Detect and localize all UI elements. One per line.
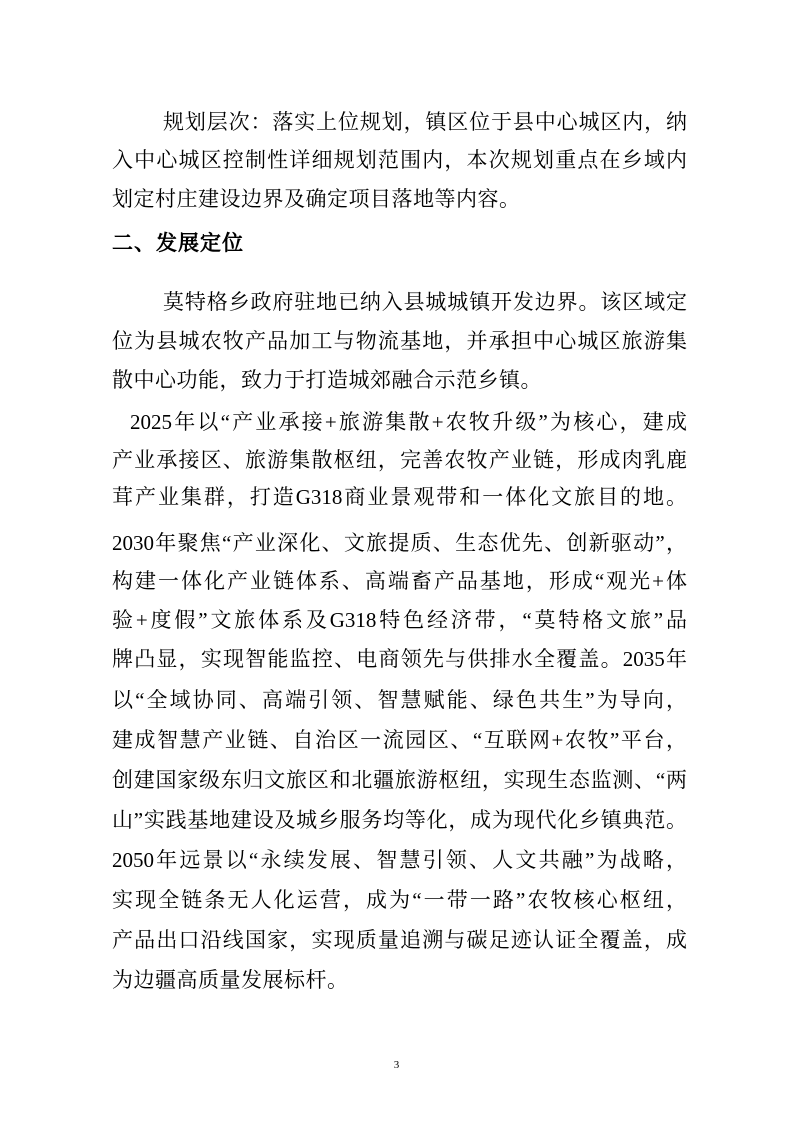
body-line: 2050年远景以“永续发展、智慧引领、人文共融”为战略， [112, 848, 687, 872]
body-line: 入中心城区控制性详细规划范围内，本次规划重点在乡域内 [112, 148, 687, 172]
body-line: 牌凸显，实现智能监控、电商领先与供排水全覆盖。2035年 [112, 647, 687, 671]
body-line: 构建一体化产业链体系、高端畜产品基地，形成“观光+体 [112, 569, 687, 593]
body-line: 创建国家级东归文旅区和北疆旅游枢纽，实现生态监测、“两 [112, 768, 687, 792]
body-line: 散中心功能，致力于打造城郊融合示范乡镇。 [112, 368, 542, 392]
body-line: 2025年以“产业承接+旅游集散+农牧升级”为核心，建成 [130, 410, 687, 434]
body-line: 2030年聚焦“产业深化、文旅提质、生态优先、创新驱动”， [112, 531, 687, 555]
body-line: 茸产业集群，打造G318商业景观带和一体化文旅目的地。 [112, 485, 687, 509]
body-line: 划定村庄建设边界及确定项目落地等内容。 [112, 187, 521, 211]
page-number: 3 [393, 1059, 400, 1071]
body-line: 为边疆高质量发展标杆。 [112, 968, 349, 992]
body-line: 规划层次：落实上位规划，镇区位于县中心城区内，纳 [163, 110, 687, 134]
body-line: 产业承接区、旅游集散枢纽，完善农牧产业链，形成肉乳鹿 [112, 448, 687, 472]
body-line: 莫特格乡政府驻地已纳入县城城镇开发边界。该区域定 [163, 290, 687, 314]
body-line: 验+度假”文旅体系及G318特色经济带，“莫特格文旅”品 [112, 608, 687, 632]
body-line: 建成智慧产业链、自治区一流园区、“互联网+农牧”平台， [112, 728, 687, 752]
body-line: 产品出口沿线国家，实现质量追溯与碳足迹认证全覆盖，成 [112, 928, 687, 952]
body-line: 山”实践基地建设及城乡服务均等化，成为现代化乡镇典范。 [112, 808, 687, 832]
section-heading: 二、发展定位 [112, 231, 244, 255]
body-line: 位为县城农牧产品加工与物流基地，并承担中心城区旅游集 [112, 329, 687, 353]
body-line: 以“全域协同、高端引领、智慧赋能、绿色共生”为导向， [112, 688, 687, 712]
body-line: 实现全链条无人化运营，成为“一带一路”农牧核心枢纽， [112, 888, 687, 912]
